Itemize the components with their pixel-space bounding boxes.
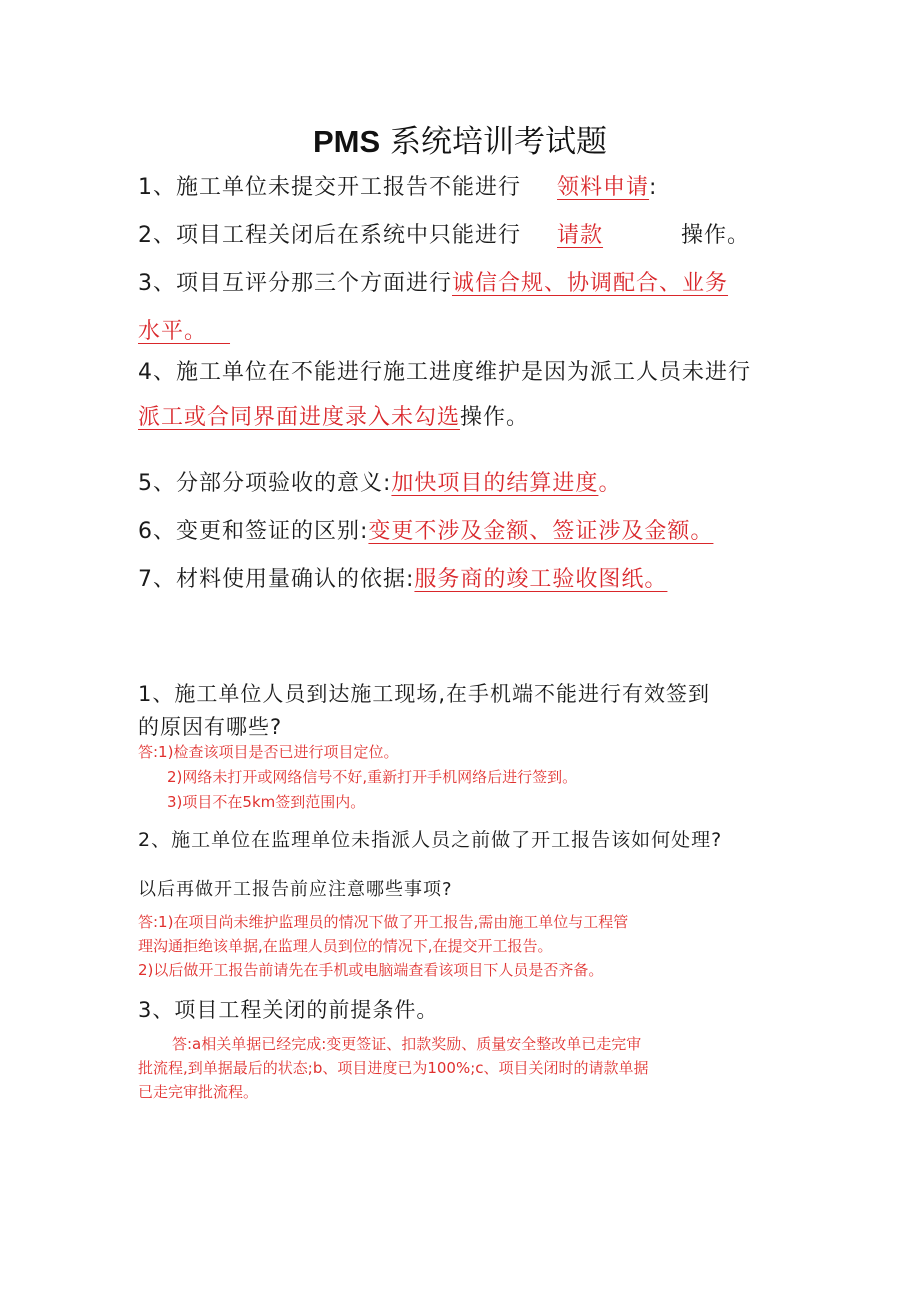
short-answer-1-line1: 答:1)检查该项目是否已进行项目定位。 [138,743,399,761]
fill-question-1: 1、施工单位未提交开工报告不能进行 领料申请: [138,175,658,200]
short-answer-3-line1: 答:a相关单据已经完成:变更签证、扣款奖励、质量安全整改单已走完审 [172,1035,642,1053]
fill-question-3: 3、项目互评分那三个方面进行诚信合规、协调配合、业务 [138,271,729,296]
fill-question-4-cont: 派工或合同界面进度录入未勾选操作。 [138,405,530,430]
short-question-3-line1: 3、项目工程关闭的前提条件。 [138,998,439,1022]
short-answer-2-line3: 2)以后做开工报告前请先在手机或电脑端查看该项目下人员是否齐备。 [138,961,604,979]
fill-answer-4: 派工或合同界面进度录入未勾选 [138,405,461,430]
short-question-2-line2: 以后再做开工报告前应注意哪些事项? [138,879,453,900]
short-answer-2-line1: 答:1)在项目尚未维护监理员的情况下做了开工报告,需由施工单位与工程管 [138,913,629,931]
short-answer-3-line3: 已走完审批流程。 [138,1083,259,1101]
page-title [0,116,920,161]
short-answer-1-line3: 3)项目不在5km签到范围内。 [167,793,366,811]
short-answer-2-line2: 理沟通拒绝该单据,在监理人员到位的情况下,在提交开工报告。 [138,937,553,955]
title-latin: PMS [312,124,381,159]
fill-question-2: 2、项目工程关闭后在系统中只能进行 请款 操作。 [138,223,751,248]
fill-answer-5: 加快项目的结算进度 [391,471,599,496]
fill-answer-1: 领料申请 [557,175,650,200]
fill-question-4: 4、施工单位在不能进行施工进度维护是因为派工人员未进行 [138,360,752,385]
fill-answer-2: 请款 [557,223,604,248]
short-question-1-line1: 1、施工单位人员到达施工现场,在手机端不能进行有效签到 [138,682,711,706]
fill-answer-3-line2: 水平。 [138,319,208,344]
title-cjk: 系统培训考试题 [390,124,608,160]
fill-question-3-cont [138,309,788,355]
fill-question-7: 7、材料使用量确认的依据:服务商的竣工验收图纸。 [138,567,668,592]
short-answer-3-line2: 批流程,到单据最后的状态;b、项目进度已为100%;c、项目关闭时的请款单据 [138,1059,649,1077]
fill-question-6: 6、变更和签证的区别:变更不涉及金额、签证涉及金额。 [138,519,714,544]
fill-answer-6: 变更不涉及金额、签证涉及金额。 [368,519,714,544]
short-question-2-line1: 2、施工单位在监理单位未指派人员之前做了开工报告该如何处理? [138,829,723,851]
fill-answer-3-line1: 诚信合规、协调配合、业务 [452,271,729,296]
fill-answer-7: 服务商的竣工验收图纸。 [414,567,668,592]
fill-question-5: 5、分部分项验收的意义:加快项目的结算进度。 [138,471,622,496]
short-question-1-line2: 的原因有哪些? [138,715,283,739]
short-answer-1-line2: 2)网络未打开或网络信号不好,重新打开手机网络后进行签到。 [167,768,578,786]
